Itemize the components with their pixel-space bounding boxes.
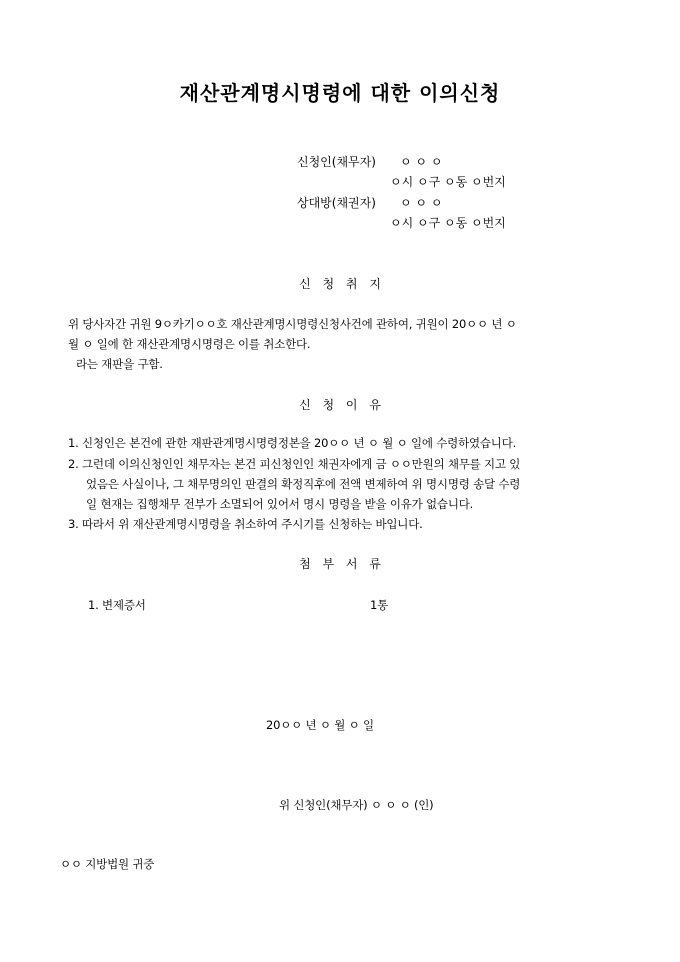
document-title: 재산관계명시명령에 대한 이의신청 [179,81,501,105]
court-addressee: ㅇㅇ 지방법원 귀중 [60,857,155,871]
reason-item-2-line-1: 2. 그런데 이의신청인인 채무자는 본건 피신청인인 채권자에게 금 ㅇㅇ만원의 채무를 지고 있 [68,457,521,471]
reason-item-2-line-2: 었음은 사실이나, 그 채무명의인 판결의 확정직후에 전액 변제하여 위 명시명령 송달 수령 [86,477,521,491]
reasons-heading: 신 청 이 유 [299,398,381,412]
respondent-name-marks: ㅇ ㅇ ㅇ [400,196,443,210]
applicant-label: 신청인(채무자) [297,155,376,169]
attachment-item-count: 1통 [370,598,389,612]
purpose-line-1: 위 당사자간 귀원 9ㅇ카기ㅇㅇ호 재산관계명시명령신청사건에 관하여, 귀원이 20ㅇㅇ 년 ㅇ [68,317,517,331]
applicant-signature: 위 신청인(채무자) ㅇ ㅇ ㅇ (인) [279,798,434,812]
document-date: 20ㅇㅇ 년 ㅇ 월 ㅇ 일 [266,718,374,732]
respondent-address: ㅇ시 ㅇ구 ㅇ동 ㅇ번지 [390,216,506,230]
reason-item-1: 1. 신청인은 본건에 관한 재판관계명시명령정본을 20ㅇㅇ 년 ㅇ 월 ㅇ 일에 수령하였습니다. [68,436,517,450]
applicant-name-marks: ㅇ ㅇ ㅇ [400,155,443,169]
purpose-line-3: 라는 재판을 구함. [76,357,163,371]
attachment-item-label: 1. 변제증서 [88,598,146,612]
purpose-line-2: 월 ㅇ 일에 한 재산관계명시명령은 이를 취소한다. [68,337,311,351]
attachments-heading: 첨 부 서 류 [299,557,381,571]
purpose-heading: 신 청 취 지 [299,277,381,291]
applicant-address: ㅇ시 ㅇ구 ㅇ동 ㅇ번지 [390,175,506,189]
respondent-label: 상대방(채권자) [297,196,376,210]
reason-item-2-line-3: 일 현재는 집행채무 전부가 소멸되어 있어서 명시 명령을 받을 이유가 없습니다. [86,497,474,511]
reason-item-3: 3. 따라서 위 재산관계명시명령을 취소하여 주시기를 신청하는 바입니다. [68,517,423,531]
